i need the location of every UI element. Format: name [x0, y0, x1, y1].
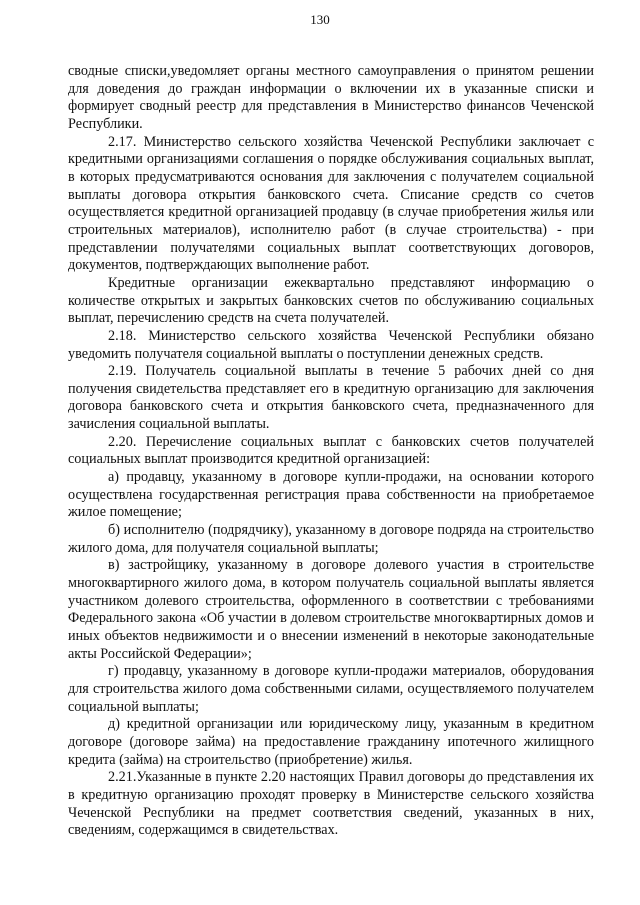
- list-item-a: а) продавцу, указанному в договоре купли-продажи, на основании которого осуществлена государственная регистрация права собственности на приобретаемое жилое помещение;: [68, 469, 594, 521]
- page-number: 130: [310, 12, 330, 27]
- paragraph-2-19: 2.19. Получатель социальной выплаты в течение 5 рабочих дней со дня получения свидетельства представляет его в кредитную организацию для заключения договора банковского счета и открытия банковского счета, предназначенного для зачисления социальной выплаты.: [68, 363, 594, 433]
- list-item-g: г) продавцу, указанному в договоре купли-продажи материалов, оборудования для строительства жилого дома собственными силами, осуществляемого получателем социальной выплаты;: [68, 663, 594, 715]
- list-item-b: б) исполнителю (подрядчику), указанному в договоре подряда на строительство жилого дома, для получателя социальной выплаты;: [68, 522, 594, 556]
- paragraph-2-18: 2.18. Министерство сельского хозяйства Чеченской Республики обязано уведомить получателя социальной выплаты о поступлении денежных средств.: [68, 327, 594, 362]
- paragraph-credit-organizations: Кредитные организации ежеквартально представляют информацию о количестве открытых и закрытых банковских счетов по обслуживанию социальных выплат, перечислению средств на счета получателей.: [68, 274, 594, 327]
- paragraph-continuation: сводные списки,уведомляет органы местного самоуправления о принятом решении для доведения до граждан информации о включении их в указанные списки и формирует сводный реестр для представления в Министерство финансов Чеченской Республики.: [68, 63, 594, 132]
- document-body: [68, 63, 594, 840]
- paragraph-2-17: 2.17. Министерство сельского хозяйства Чеченской Республики заключает с кредитными организациями соглашения о порядке обслуживания социальных выплат, в которых предусматриваются основания для заключения с получателем социальной выплаты договора открытия банковского счета. Списание средств со счетов осуществляется кредитной организацией продавцу (в случае приобретения жилья или строительных материалов), исполнителю работ (в случае строительства) - при представлении получателями социальных выплат соответствующих договоров, документов, подтверждающих выполнение работ.: [68, 133, 594, 274]
- list-item-d: д) кредитной организации или юридическому лицу, указанным в кредитном договоре (договоре займа) на предоставление гражданину ипотечного жилищного кредита (займа) на строительство (приобретение) жилья.: [68, 716, 594, 768]
- paragraph-2-21: 2.21.Указанные в пункте 2.20 настоящих Правил договоры до представления их в кредитную организацию проходят проверку в Министерстве сельского хозяйства Чеченской Республики на предмет соответствия сведений, указанных в них, сведениям, содержащимся в свидетельствах.: [68, 769, 594, 839]
- list-item-v: в) застройщику, указанному в договоре долевого участия в строительстве многоквартирного жилого дома, в котором получатель социальной выплаты является участником долевого строительства, оформленного в соответствии с требованиями Федерального закона «Об участии в долевом строительстве многоквартирных домов и иных объектов недвижимости и о внесении изменений в некоторые законодательные акты Российской Федерации»;: [68, 557, 594, 662]
- paragraph-2-20: 2.20. Перечисление социальных выплат с банковских счетов получателей социальных выплат производится кредитной организацией:: [68, 433, 594, 468]
